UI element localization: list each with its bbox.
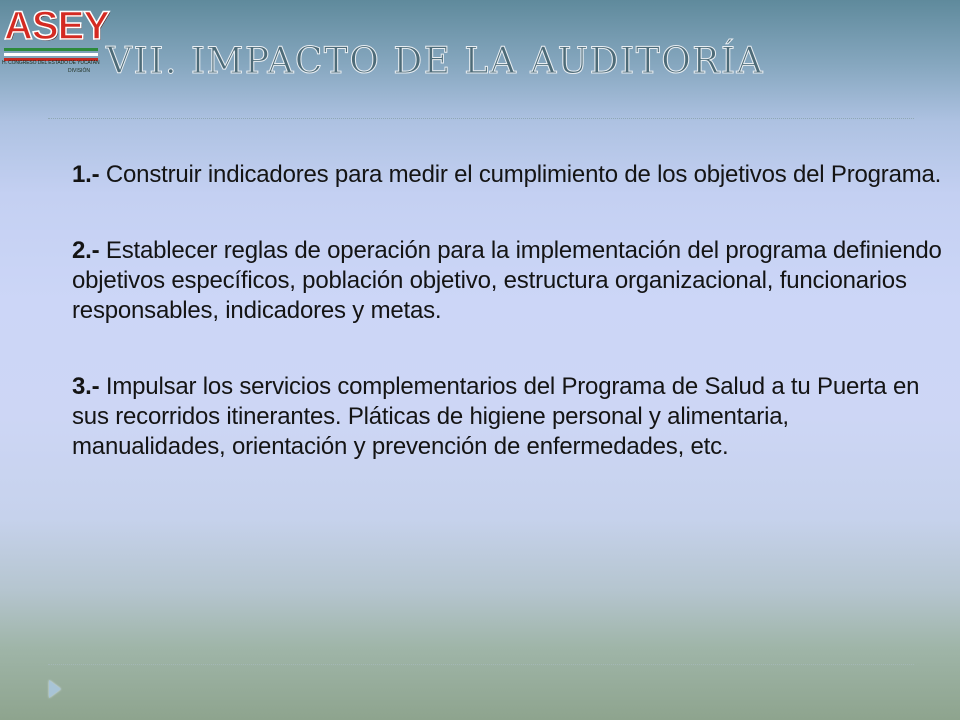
slide-title: VII. IMPACTO DE LA AUDITORÍA	[106, 41, 765, 82]
logo-tagline: H. CONGRESO DEL ESTADO DE YUCATAN	[2, 60, 100, 66]
title-divider	[48, 118, 914, 119]
item-text: Establecer reglas de operación para la implementación del programa definiendo objetivos específicos, población objetivo, estructura organizacional, funcionarios responsables, indicadores y metas.	[72, 237, 942, 324]
logo-stripe-white	[4, 53, 98, 56]
logo-subtitle: DIVISIÓN	[68, 68, 90, 74]
logo-wordmark: ASEY	[4, 4, 109, 48]
item-number: 1.-	[72, 161, 100, 188]
slide-content	[72, 160, 948, 508]
item-number: 3.-	[72, 373, 100, 400]
asey-logo	[2, 4, 109, 90]
logo-stripe-green	[4, 48, 98, 51]
item-text: Construir indicadores para medir el cumplimiento de los objetivos del Programa.	[105, 161, 942, 188]
item-text: Impulsar los servicios complementarios del Programa de Salud a tu Puerta en sus recorridos itinerantes. Pláticas de higiene personal y alimentaria, manualidades, orientación y prevención de enfermedades, etc.	[72, 373, 920, 460]
triangle-right-icon[interactable]	[49, 680, 61, 698]
item-number: 2.-	[72, 237, 100, 264]
footer-divider	[48, 664, 914, 665]
list-item-3	[72, 372, 948, 462]
list-item-2	[72, 236, 948, 326]
list-item-1	[72, 160, 948, 190]
